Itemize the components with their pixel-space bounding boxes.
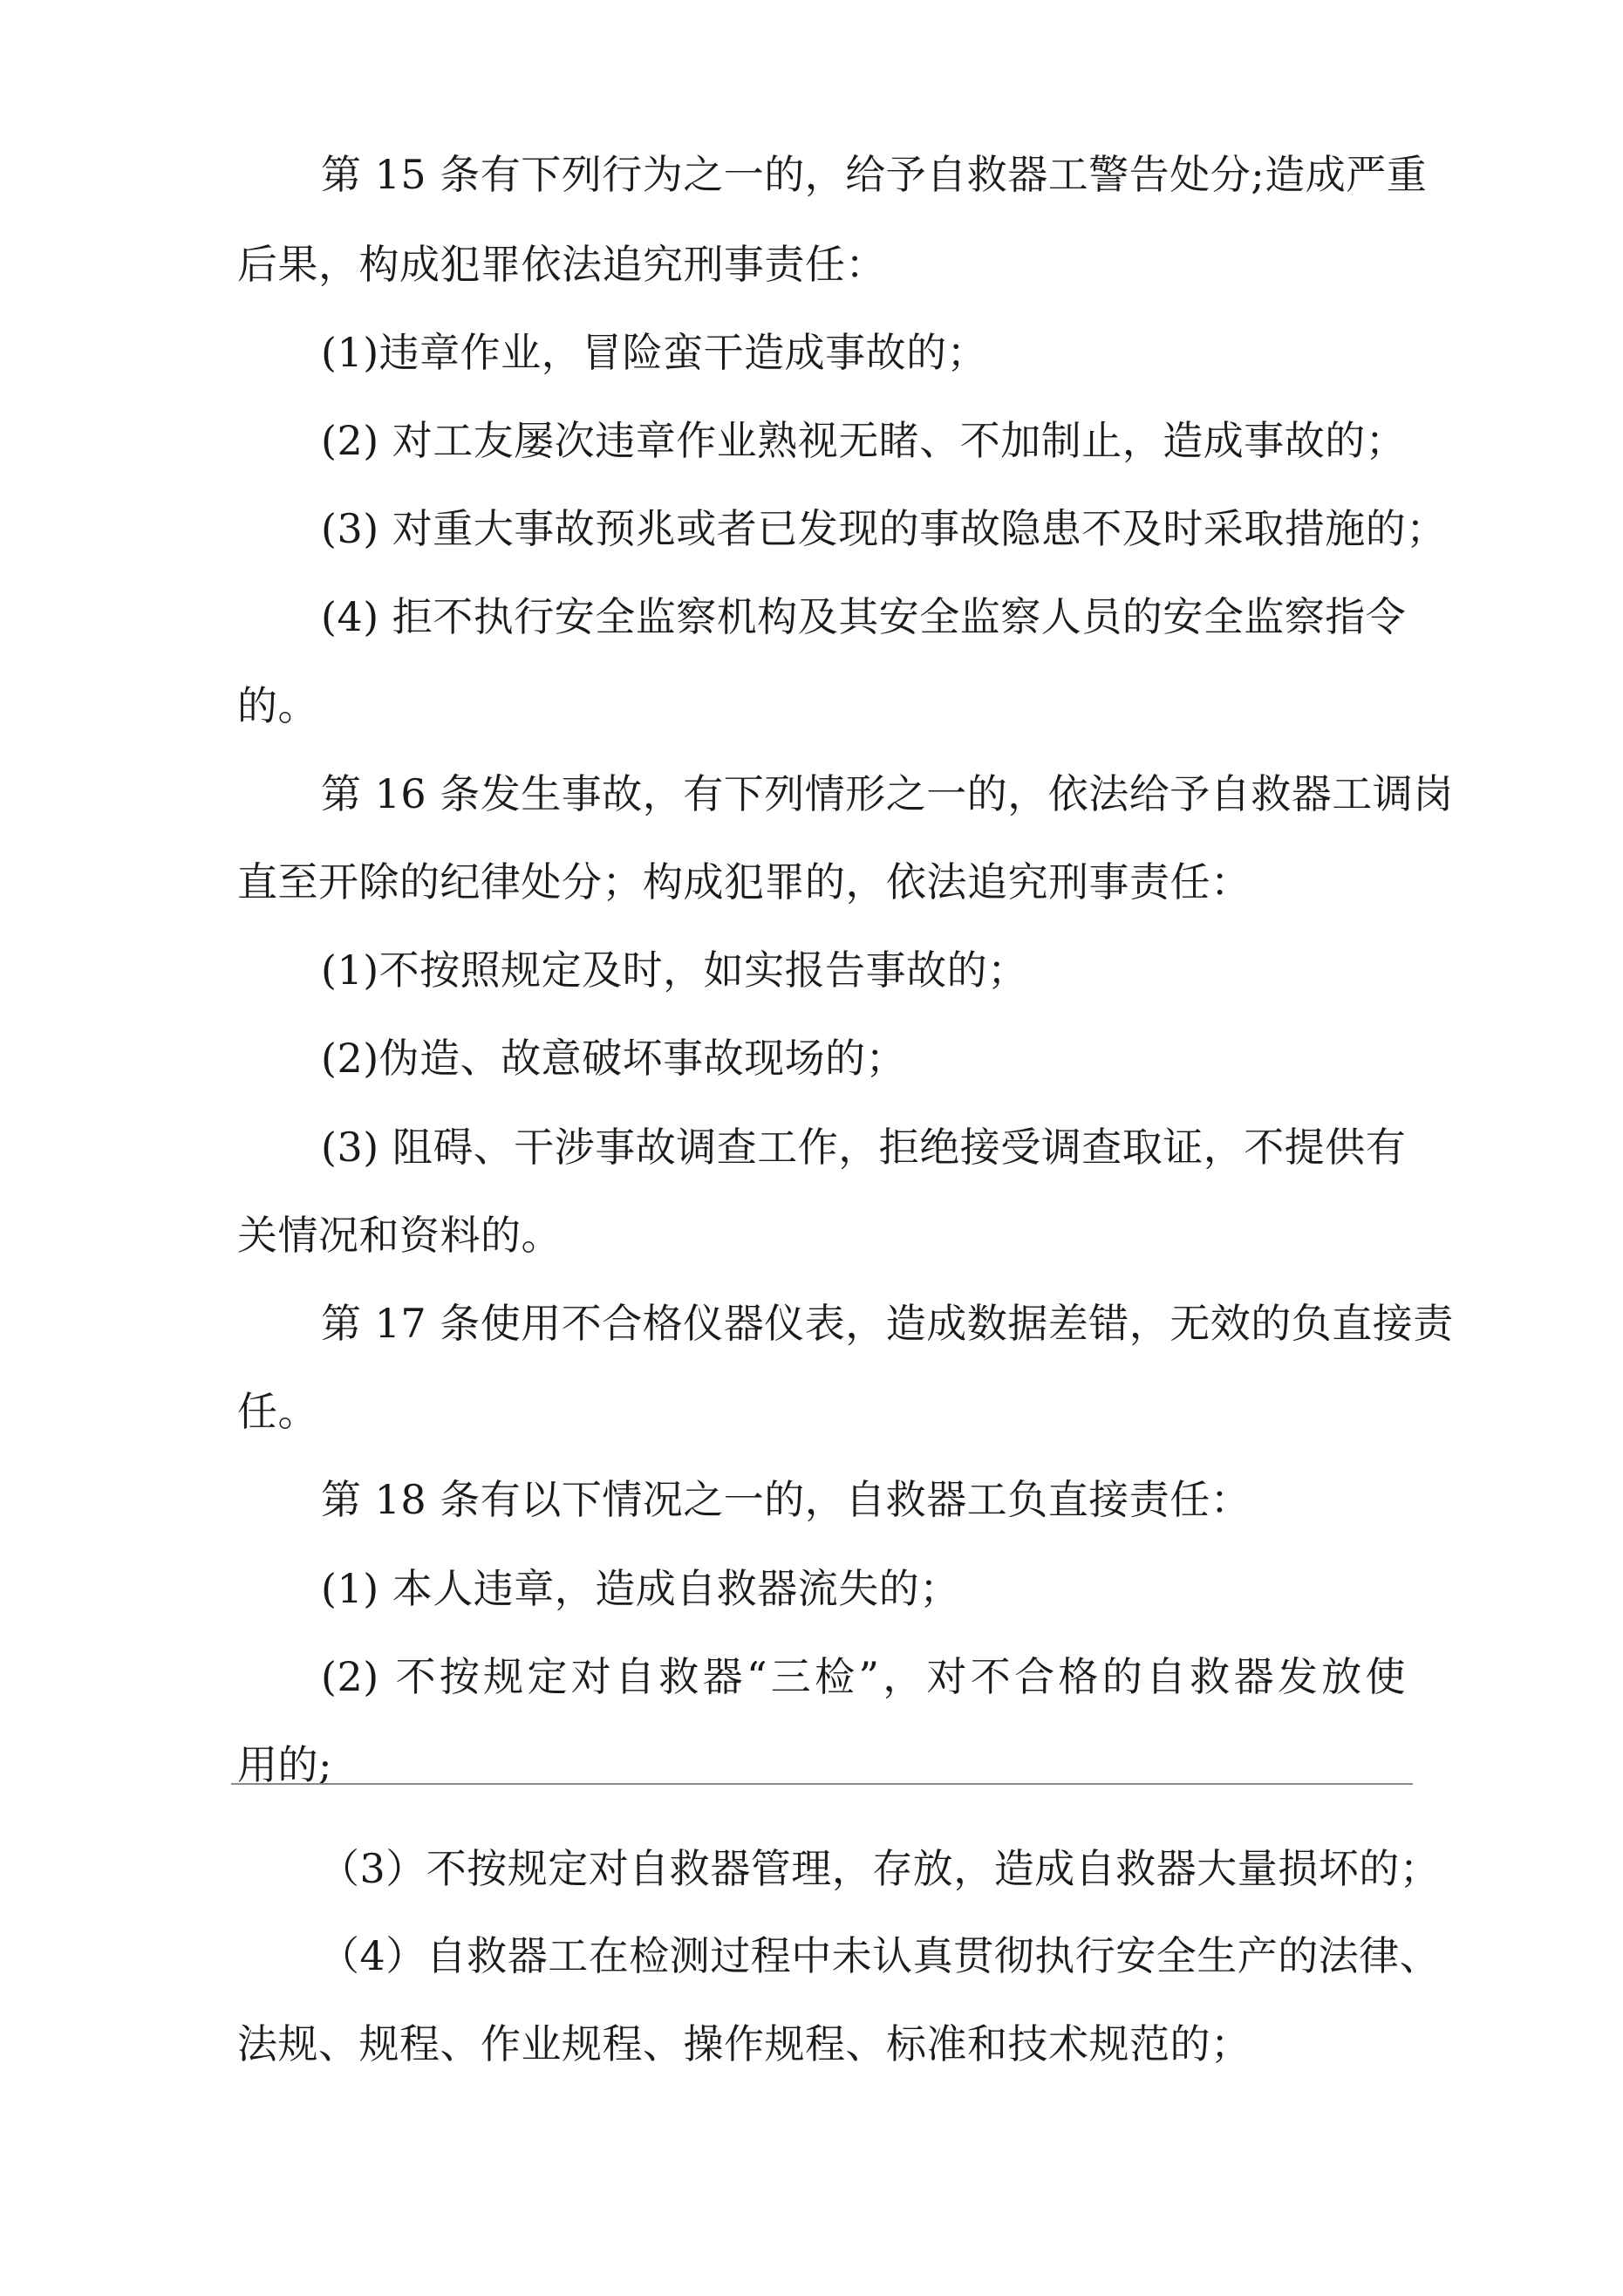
article-18-item-3: （3）不按规定对自救器管理，存放，造成自救器大量损坏的； bbox=[319, 1845, 1441, 1892]
article-15-item-3: (3) 对重大事故预兆或者已发现的事故隐患不及时采取措施的； bbox=[321, 505, 1447, 552]
article-18-item-2-line-2: 用的; bbox=[237, 1741, 332, 1788]
article-16-item-3-line-2: 关情况和资料的。 bbox=[237, 1212, 562, 1259]
page-divider bbox=[231, 1783, 1413, 1785]
article-15-item-2: (2) 对工友屡次违章作业熟视无睹、不加制止，造成事故的； bbox=[321, 417, 1407, 464]
article-15-line-1: 第 15 条有下列行为之一的，给予自救器工警告处分;造成严重 bbox=[321, 151, 1428, 198]
article-16-item-1: (1)不按照规定及时，如实报告事故的； bbox=[321, 946, 1028, 994]
article-16-item-3-line-1: (3) 阻碍、干涉事故调查工作，拒绝接受调查取证，不提供有 bbox=[321, 1124, 1407, 1171]
article-18-item-4-line-1: （4）自救器工在检测过程中未认真贯彻执行安全生产的法律、 bbox=[319, 1932, 1441, 1979]
article-16-line-2: 直至开除的纪律处分；构成犯罪的，依法追究刑事责任： bbox=[237, 858, 1251, 905]
article-18-item-1: (1) 本人违章，造成自救器流失的； bbox=[321, 1565, 960, 1612]
article-17-line-2: 任。 bbox=[237, 1388, 318, 1435]
article-16-line-1: 第 16 条发生事故，有下列情形之一的，依法给予自救器工调岗 bbox=[321, 770, 1454, 817]
article-15-line-2: 后果，构成犯罪依法追究刑事责任： bbox=[237, 241, 886, 288]
article-18-line-1: 第 18 条有以下情况之一的，自救器工负直接责任： bbox=[321, 1476, 1251, 1523]
article-15-item-4-line-2: 的。 bbox=[237, 682, 318, 729]
article-17-line-1: 第 17 条使用不合格仪器仪表，造成数据差错，无效的负直接责 bbox=[321, 1300, 1454, 1347]
article-15-item-1: (1)违章作业，冒险蛮干造成事故的； bbox=[321, 329, 988, 376]
article-18-item-4-line-2: 法规、规程、作业规程、操作规程、标准和技术规范的； bbox=[237, 2020, 1251, 2067]
article-15-item-4-line-1: (4) 拒不执行安全监察机构及其安全监察人员的安全监察指令 bbox=[321, 593, 1407, 640]
article-16-item-2: (2)伪造、故意破坏事故现场的； bbox=[321, 1035, 907, 1082]
article-18-item-2-line-1: (2) 不按规定对自救器“三检”，对不合格的自救器发放使 bbox=[321, 1653, 1406, 1700]
